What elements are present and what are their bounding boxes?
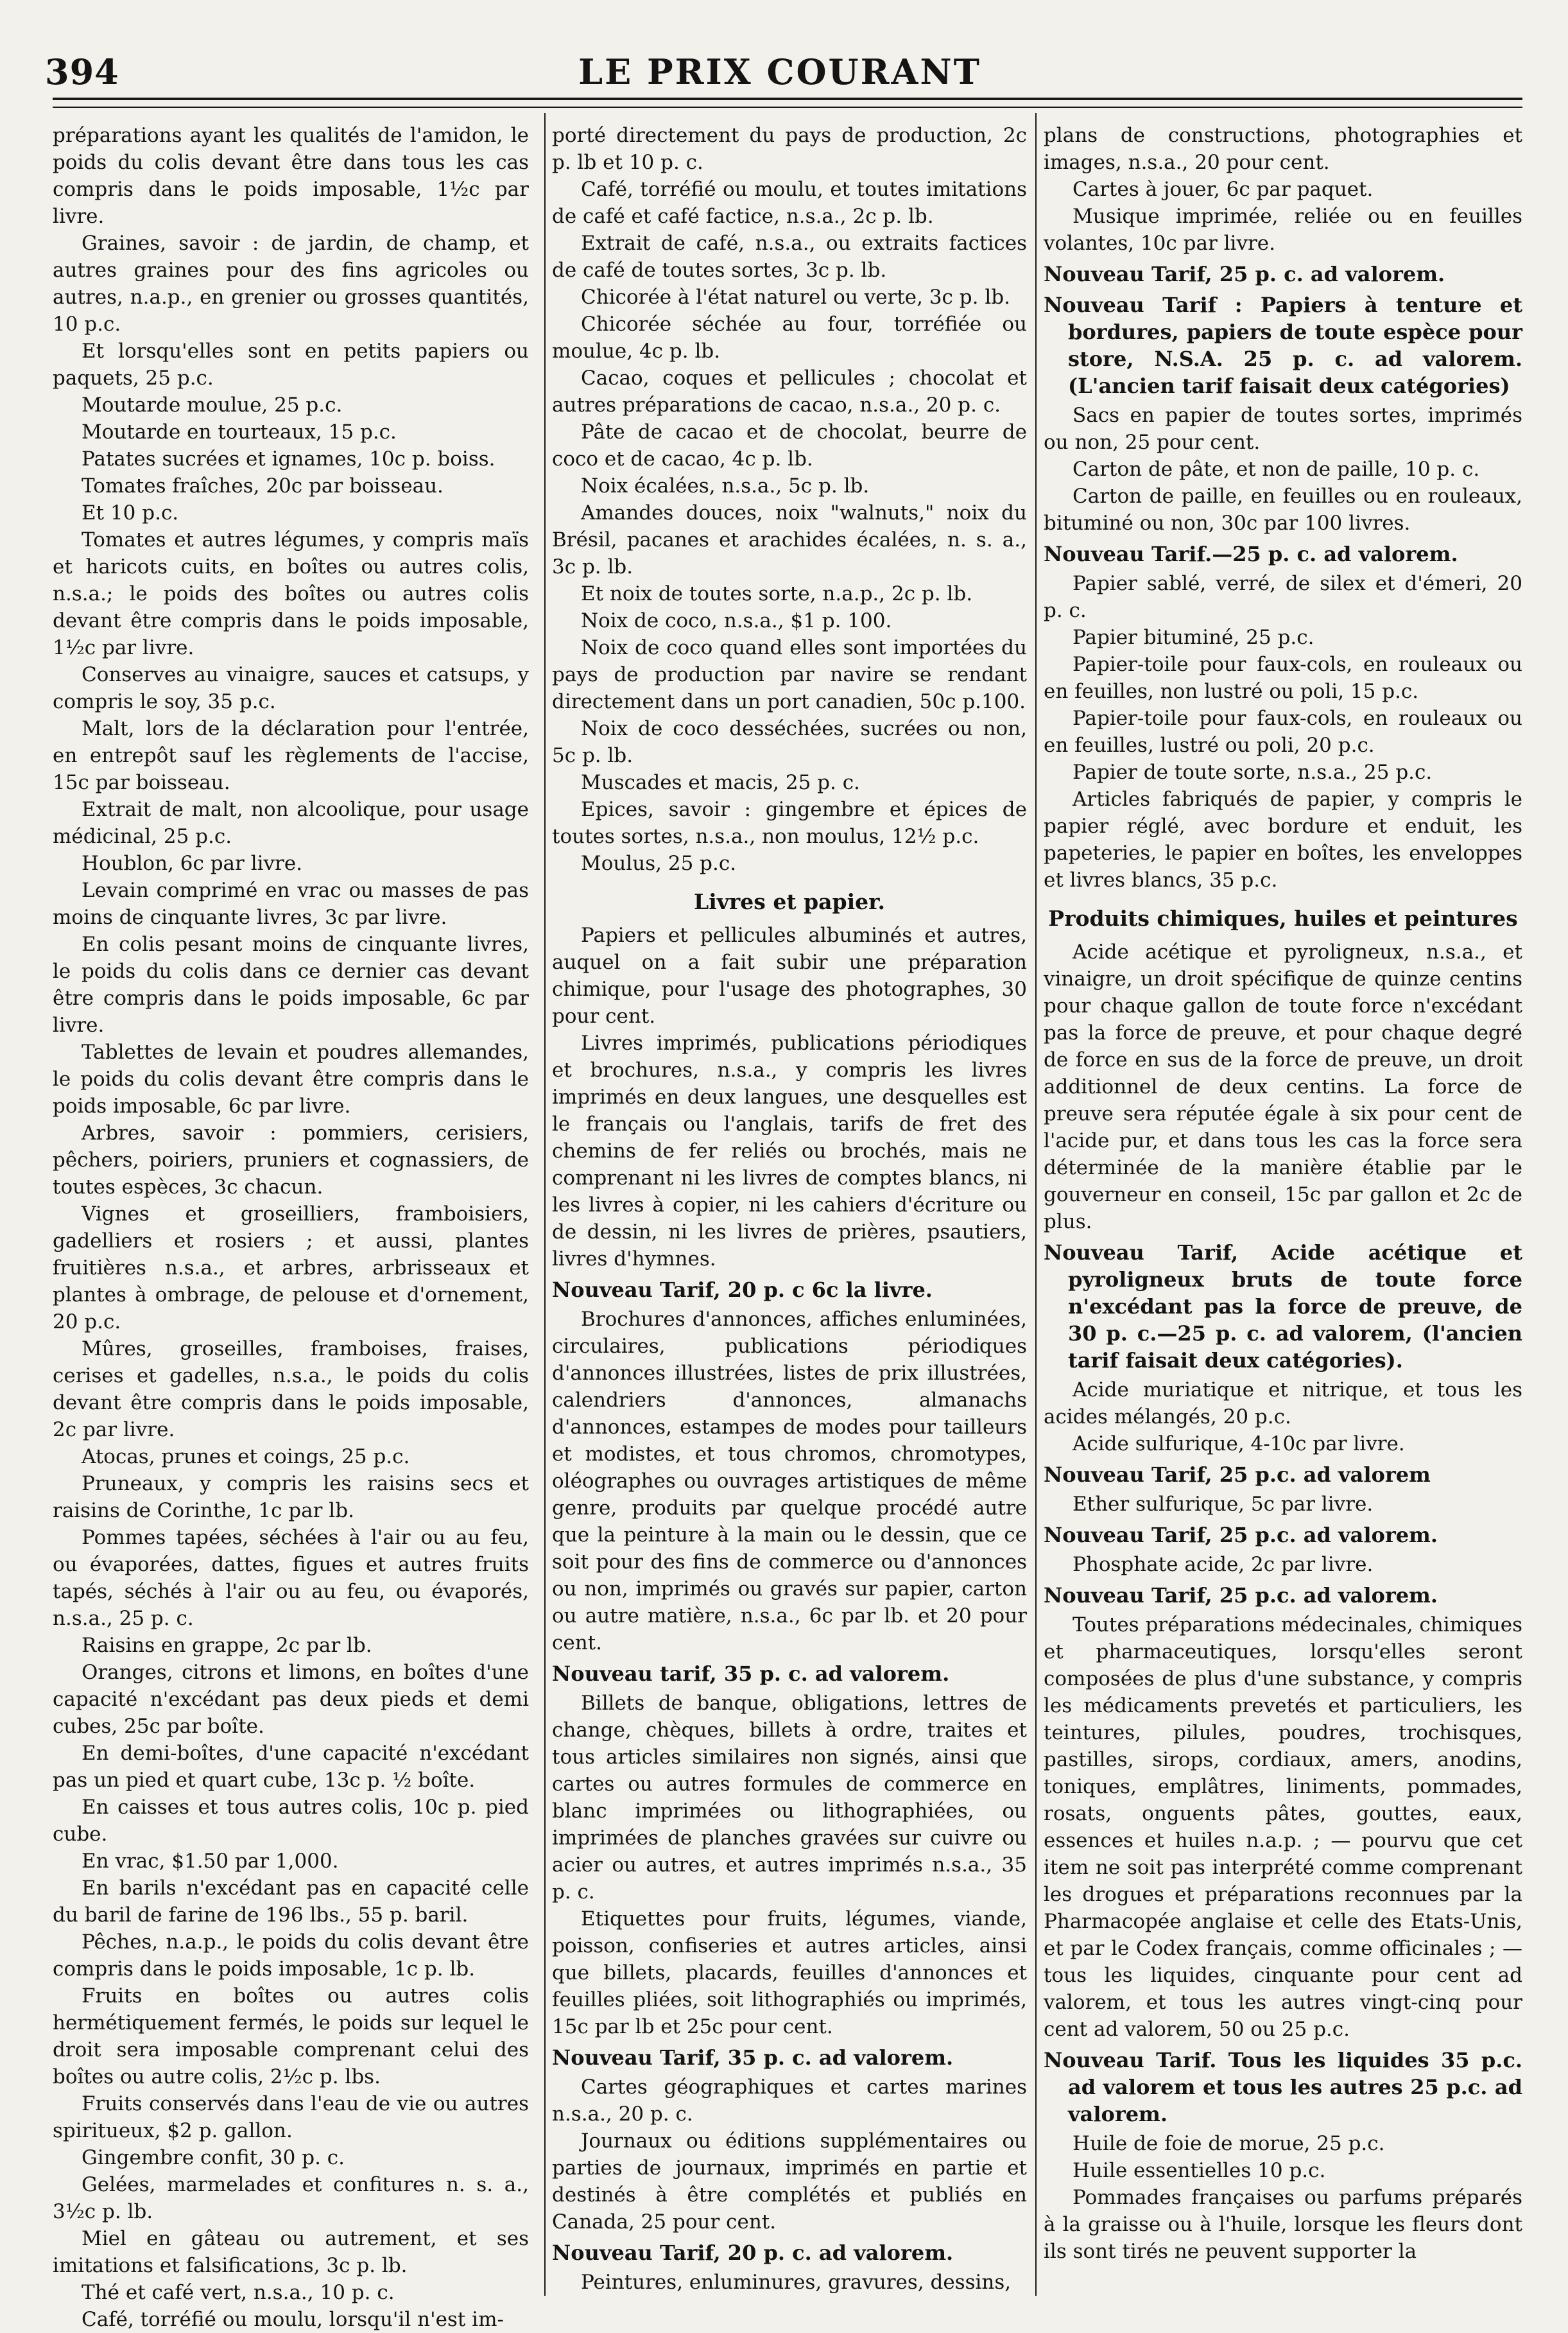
- tariff-paragraph: Noix de coco desséchées, sucrées ou non, 5c p. lb.: [552, 717, 1027, 767]
- tariff-paragraph: plans de constructions, photographies et images, n.s.a., 20 pour cent.: [1044, 124, 1522, 174]
- tariff-paragraph: Conserves au vinaigre, sauces et catsups, y compris le soy, 35 p.c.: [53, 663, 529, 713]
- tariff-notice: Nouveau Tarif, 35 p. c. ad valorem.: [552, 2045, 954, 2070]
- tariff-paragraph: Pommes tapées, séchées à l'air ou au feu, ou évaporées, dattes, figues et autres fruits tapés, séchés à l'air ou au feu, ou évaporés, n.s.a., 25 p. c.: [53, 1526, 529, 1630]
- tariff-paragraph: Cartes géographiques et cartes marines n.s.a., 20 p. c.: [552, 2076, 1027, 2126]
- tariff-paragraph: Etiquettes pour fruits, légumes, viande, poisson, confiseries et autres articles, ainsi que billets, placards, feuilles d'annonces et feuilles pliées, soit lithographiés ou imprimés, 15c par lb et 25c pour cent.: [552, 1907, 1027, 2038]
- tariff-paragraph: Noix de coco quand elles sont importées du pays de production par navire se rendant directement dans un port canadien, 50c p.100.: [552, 636, 1027, 713]
- tariff-paragraph: Vignes et groseilliers, framboisiers, gadelliers et rosiers ; et aussi, plantes fruitières n.s.a., et arbres, arbrisseaux et plantes à ombrage, de pelouse et d'ornement, 20 p.c.: [53, 1202, 529, 1333]
- tariff-paragraph: Papier de toute sorte, n.s.a., 25 p.c.: [1073, 761, 1433, 784]
- tariff-paragraph: Epices, savoir : gingembre et épices de toutes sortes, n.s.a., non moulus, 12½ p.c.: [552, 798, 1027, 848]
- tariff-paragraph: Phosphate acide, 2c par livre.: [1073, 1553, 1374, 1576]
- tariff-paragraph: En colis pesant moins de cinquante livres, le poids du colis dans ce dernier cas devant être compris dans le poids imposable, 6c par livre.: [53, 933, 529, 1037]
- tariff-paragraph: Acide muriatique et nitrique, et tous les acides mélangés, 20 p.c.: [1044, 1378, 1522, 1428]
- tariff-paragraph: Huile essentielles 10 p.c.: [1073, 2159, 1326, 2182]
- tariff-paragraph: Tomates et autres légumes, y compris maïs et haricots cuits, en boîtes ou autres colis, n.s.a.; le poids des boîtes ou autres colis devant être compris dans le poids imposable, 1½c par livre.: [53, 528, 529, 659]
- tariff-paragraph: Huile de foie de morue, 25 p.c.: [1073, 2132, 1385, 2155]
- tariff-paragraph: Amandes douces, noix "walnuts," noix du Brésil, pacanes et arachides écalées, n. s. a., 3c p. lb.: [552, 501, 1027, 578]
- tariff-paragraph: En demi-boîtes, d'une capacité n'excédant pas un pied et quart cube, 13c p. ½ boîte.: [53, 1742, 529, 1792]
- tariff-paragraph: En caisses et tous autres colis, 10c p. pied cube.: [53, 1796, 529, 1846]
- tariff-paragraph: Et lorsqu'elles sont en petits papiers ou paquets, 25 p.c.: [53, 340, 529, 390]
- tariff-paragraph: Moulus, 25 p.c.: [581, 852, 737, 875]
- tariff-paragraph: Café, torréfié ou moulu, et toutes imitations de café et café factice, n.s.a., 2c p. lb.: [552, 178, 1027, 228]
- tariff-paragraph: Oranges, citrons et limons, en boîtes d'une capacité n'excédant pas deux pieds et demi cubes, 25c par boîte.: [53, 1661, 529, 1738]
- tariff-paragraph: Houblon, 6c par livre.: [82, 852, 303, 875]
- tariff-paragraph: Sacs en papier de toutes sortes, imprimés ou non, 25 pour cent.: [1044, 404, 1522, 454]
- tariff-paragraph: Acide acétique et pyroligneux, n.s.a., et vinaigre, un droit spécifique de quinze centins pour chaque gallon de toute force n'excédant pas la force de preuve, et pour chaque degré de force en sus de la force de preuve, un droit additionnel de deux centins. La force de preuve sera réputée égale à six pour cent de l'acide pur, et dans tous les cas la force sera déterminée de la manière établie par le gouverneur en conseil, 15c par gallon et 2c de plus.: [1044, 941, 1522, 1233]
- tariff-paragraph: Et noix de toutes sorte, n.a.p., 2c p. lb.: [581, 582, 973, 605]
- tariff-paragraph: Ether sulfurique, 5c par livre.: [1073, 1493, 1374, 1516]
- header-rule: [53, 98, 1522, 100]
- tariff-notice: Nouveau Tarif : Papiers à tenture et bordures, papiers de toute espèce pour store, N.S.A. 25 p. c. ad valorem. (L'ancien tarif faisait deux catégories): [1044, 293, 1522, 398]
- tariff-paragraph: Journaux ou éditions supplémentaires ou parties de journaux, imprimés en partie et destinés à être complétés et publiés en Canada, 25 pour cent.: [552, 2129, 1027, 2233]
- tariff-paragraph: Pâte de cacao et de chocolat, beurre de coco et de cacao, 4c p. lb.: [552, 421, 1027, 471]
- tariff-paragraph: Fruits en boîtes ou autres colis hermétiquement fermés, le poids sur lequel le droit sera imposable comprenant celui des boîtes ou autre colis, 2½c p. lbs.: [53, 1984, 529, 2088]
- tariff-paragraph: Noix de coco, n.s.a., $1 p. 100.: [581, 609, 892, 632]
- tariff-notice: Nouveau Tarif, 25 p.c. ad valorem: [1044, 1462, 1431, 1487]
- tariff-paragraph: Levain comprimé en vrac ou masses de pas moins de cinquante livres, 3c par livre.: [53, 879, 529, 929]
- tariff-paragraph: Livres imprimés, publications périodiques et brochures, n.s.a., y compris les livres imprimés en deux langues, une desquelles est le français ou l'anglais, tarifs de fret des chemins de fer reliés ou brochés, mais ne comprenant ni les livres de comptes blancs, ni les livres à copier, ni les cahiers d'écriture ou de dessin, ni les livres de prières, psautiers, livres d'hymnes.: [552, 1032, 1027, 1271]
- running-title: LE PRIX COURANT: [578, 51, 981, 92]
- tariff-paragraph: Articles fabriqués de papier, y compris le papier réglé, avec bordure et enduit, les papeteries, le papier en boîtes, les enveloppes et livres blancs, 35 p.c.: [1044, 788, 1522, 892]
- header-rule-thin: [53, 107, 1522, 108]
- tariff-paragraph: Papier bituminé, 25 p.c.: [1073, 626, 1314, 649]
- tariff-paragraph: Papier-toile pour faux-cols, en rouleaux ou en feuilles, lustré ou poli, 20 p.c.: [1044, 707, 1522, 757]
- tariff-paragraph: Pêches, n.a.p., le poids du colis devant être compris dans le poids imposable, 1c p. lb.: [53, 1930, 529, 1981]
- tariff-paragraph: préparations ayant les qualités de l'amidon, le poids du colis devant être dans tous les cas compris dans le poids imposable, 1½c par livre.: [53, 124, 529, 228]
- tariff-paragraph: Extrait de malt, non alcoolique, pour usage médicinal, 25 p.c.: [53, 798, 529, 848]
- tariff-paragraph: Brochures d'annonces, affiches enluminées, circulaires, publications périodiques d'annonces illustrées, listes de prix illustrées, calendriers d'annonces, almanachs d'annonces, estampes de modes pour tailleurs et modistes, et tous chromos, chromotypes, oléographes ou ouvrages artistiques de même genre, produits par quelque procédé autre que la peinture à la main ou le dessin, que ce soit pour des fins de commerce ou d'annonces ou non, imprimés ou gravés sur papier, carton ou autre matière, n.s.a., 6c par lb. et 20 pour cent.: [552, 1308, 1027, 1654]
- tariff-paragraph: Gelées, marmelades et confitures n. s. a., 3½c p. lb.: [53, 2173, 529, 2223]
- tariff-paragraph: Tomates fraîches, 20c par boisseau.: [82, 474, 444, 498]
- section-heading: Produits chimiques, huiles et peintures: [1048, 906, 1518, 931]
- tariff-paragraph: Mûres, groseilles, framboises, fraises, cerises et gadelles, n.s.a., le poids du colis devant être compris dans le poids imposable, 2c par livre.: [53, 1337, 529, 1441]
- tariff-paragraph: Chicorée séchée au four, torréfiée ou moulue, 4c p. lb.: [552, 313, 1027, 363]
- tariff-notice: Nouveau Tarif, 25 p.c. ad valorem.: [1044, 1583, 1438, 1608]
- tariff-paragraph: Musique imprimée, reliée ou en feuilles volantes, 10c par livre.: [1044, 205, 1522, 255]
- tariff-paragraph: Papier-toile pour faux-cols, en rouleaux ou en feuilles, non lustré ou poli, 15 p.c.: [1044, 653, 1522, 703]
- tariff-notice: Nouveau tarif, 35 p. c. ad valorem.: [552, 1661, 950, 1686]
- tariff-paragraph: Cacao, coques et pellicules ; chocolat et autres préparations de cacao, n.s.a., 20 p. c.: [552, 367, 1027, 417]
- page-number: 394: [45, 51, 119, 92]
- tariff-notice: Nouveau Tarif.—25 p. c. ad valorem.: [1044, 542, 1458, 566]
- column-divider: [1035, 113, 1037, 2296]
- tariff-paragraph: Atocas, prunes et coings, 25 p.c.: [82, 1445, 410, 1468]
- tariff-paragraph: Toutes préparations médecinales, chimiques et pharmaceutiques, lorsqu'elles seront composées de plus d'une substance, y compris les médicaments prevetés et particuliers, les teintures, pilules, poudres, trochisques, pastilles, sirops, cordiaux, amers, anodins, toniques, emplâtres, liniments, pommades, rosats, onguents pâtes, gouttes, eaux, essences et huiles n.a.p. ; — pourvu que cet item ne soit pas interprété comme comprenant les drogues et préparations reconnues par la Pharmacopée anglaise et celle des Etats-Unis, et par le Codex français, comme officinales ; — tous les liquides, cinquante pour cent ad valorem, et tous les autres vingt-cinq pour cent ad valorem, 50 ou 25 p.c.: [1044, 1613, 1523, 2041]
- tariff-paragraph: Billets de banque, obligations, lettres de change, chèques, billets à ordre, traites et tous articles similaires non signés, ainsi que cartes ou autres formules de commerce en blanc imprimées ou lithographiées, ou imprimées de planches gravées sur cuivre ou acier ou autres, et autres imprimés n.s.a., 35 p. c.: [552, 1692, 1027, 1904]
- tariff-notice: Nouveau Tarif, 25 p. c. ad valorem.: [1044, 262, 1445, 286]
- tariff-paragraph: Patates sucrées et ignames, 10c p. boiss.: [82, 447, 495, 471]
- tariff-paragraph: porté directement du pays de production, 2c p. lb et 10 p. c.: [552, 124, 1027, 174]
- tariff-paragraph: Muscades et macis, 25 p. c.: [581, 771, 860, 794]
- tariff-notice: Nouveau Tarif, 25 p.c. ad valorem.: [1044, 1523, 1438, 1547]
- tariff-paragraph: Malt, lors de la déclaration pour l'entrée, en entrepôt sauf les règlements de l'accise, 15c par boisseau.: [53, 717, 529, 794]
- tariff-paragraph: Extrait de café, n.s.a., ou extraits factices de café de toutes sortes, 3c p. lb.: [552, 232, 1027, 282]
- column-divider: [544, 113, 546, 2296]
- tariff-paragraph: En barils n'excédant pas en capacité celle du baril de farine de 196 lbs., 55 p. baril.: [53, 1877, 529, 1927]
- tariff-paragraph: Miel en gâteau ou autrement, et ses imitations et falsifications, 3c p. lb.: [53, 2227, 529, 2277]
- tariff-paragraph: Graines, savoir : de jardin, de champ, et autres graines pour des fins agricoles ou autres, n.a.p., en grenier ou grosses quantités, 10 p.c.: [53, 232, 529, 336]
- tariff-paragraph: Carton de pâte, et non de paille, 10 p. c.: [1073, 458, 1480, 481]
- tariff-paragraph: Noix écalées, n.s.a., 5c p. lb.: [581, 474, 870, 498]
- tariff-paragraph: Peintures, enluminures, gravures, dessins,: [581, 2271, 1012, 2294]
- tariff-paragraph: Moutarde moulue, 25 p.c.: [82, 394, 343, 417]
- tariff-paragraph: Cartes à jouer, 6c par paquet.: [1073, 178, 1374, 201]
- tariff-paragraph: Papier sablé, verré, de silex et d'émeri, 20 p. c.: [1044, 572, 1522, 622]
- tariff-paragraph: Pommades françaises ou parfums préparés à la graisse ou à l'huile, lorsque les fleurs dont ils sont tirés ne peuvent supporter la: [1044, 2186, 1522, 2263]
- tariff-paragraph: Moutarde en tourteaux, 15 p.c.: [82, 421, 397, 444]
- tariff-paragraph: Pruneaux, y compris les raisins secs et raisins de Corinthe, 1c par lb.: [53, 1472, 529, 1522]
- text-column-1: [53, 122, 529, 2331]
- text-column-3: [1044, 122, 1522, 2298]
- tariff-paragraph: Thé et café vert, n.s.a., 10 p. c.: [82, 2281, 395, 2304]
- tariff-paragraph: Arbres, savoir : pommiers, cerisiers, pêchers, poiriers, pruniers et cognassiers, de toutes espèces, 3c chacun.: [53, 1122, 529, 1199]
- tariff-notice: Nouveau Tarif, 20 p. c. ad valorem.: [552, 2241, 954, 2265]
- tariff-paragraph: Raisins en grappe, 2c par lb.: [82, 1634, 372, 1657]
- tariff-paragraph: Papiers et pellicules albuminés et autres, auquel on a fait subir une préparation chimique, pour l'usage des photographes, 30 pour cent.: [552, 924, 1027, 1028]
- tariff-notice: Nouveau Tarif. Tous les liquides 35 p.c. ad valorem et tous les autres 25 p.c. ad valorem.: [1044, 2048, 1522, 2126]
- tariff-paragraph: Gingembre confit, 30 p. c.: [82, 2146, 345, 2169]
- tariff-notice: Nouveau Tarif, 20 p. c 6c la livre.: [552, 1278, 933, 1302]
- tariff-paragraph: Et 10 p.c.: [82, 501, 179, 525]
- tariff-paragraph: Carton de paille, en feuilles ou en rouleaux, bituminé ou non, 30c par 100 livres.: [1044, 485, 1522, 535]
- page-header: [39, 45, 1521, 103]
- tariff-paragraph: Tablettes de levain et poudres allemandes, le poids du colis devant être compris dans le poids imposable, 6c par livre.: [53, 1041, 529, 1118]
- tariff-notice: Nouveau Tarif, Acide acétique et pyroligneux bruts de toute force n'excédant pas la force de preuve, de 30 p. c.—25 p. c. ad valorem, (l'ancien tarif faisait deux catégories).: [1044, 1240, 1522, 1373]
- tariff-paragraph: Café, torréfié ou moulu, lorsqu'il n'est im-: [82, 2308, 504, 2331]
- section-heading: Livres et papier.: [694, 889, 885, 914]
- tariff-paragraph: Acide sulfurique, 4-10c par livre.: [1073, 1432, 1405, 1455]
- tariff-paragraph: Fruits conservés dans l'eau de vie ou autres spiritueux, $2 p. gallon.: [53, 2092, 529, 2142]
- tariff-paragraph: Chicorée à l'état naturel ou verte, 3c p. lb.: [581, 286, 1010, 309]
- text-column-2: [552, 122, 1027, 2298]
- tariff-paragraph: En vrac, $1.50 par 1,000.: [82, 1850, 339, 1873]
